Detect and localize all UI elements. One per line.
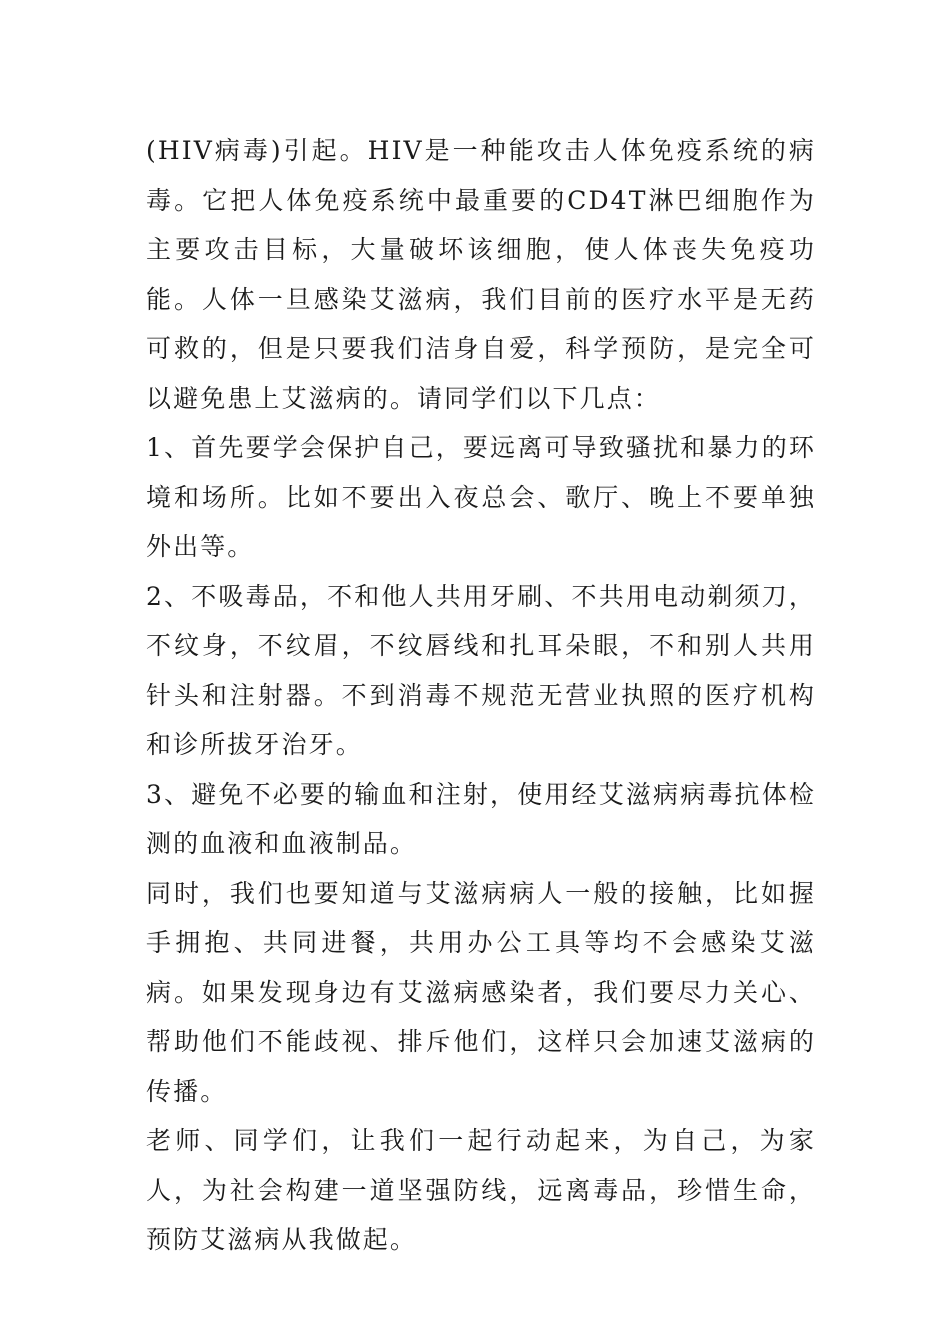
paragraph-closing: 老师、同学们，让我们一起行动起来，为自己，为家人，为社会构建一道坚强防线，远离毒品，珍惜生命，预防艾滋病从我做起。	[146, 1126, 816, 1254]
paragraph-contact: 同时，我们也要知道与艾滋病病人一般的接触，比如握手拥抱、共同进餐，共用办公工具等均不会感染艾滋病。如果发现身边有艾滋病感染者，我们要尽力关心、帮助他们不能歧视、排斥他们，这样只会加速艾滋病的传播。	[146, 878, 816, 1106]
paragraph-intro: (HIV病毒)引起。HIV是一种能攻击人体免疫系统的病毒。它把人体免疫系统中最重要的CD4T淋巴细胞作为主要攻击目标，大量破坏该细胞，使人体丧失免疫功能。人体一旦感染艾滋病，我们目前的医疗水平是无药可救的，但是只要我们洁身自爱，科学预防，是完全可以避免患上艾滋病的。请同学们以下几点：	[146, 136, 816, 413]
paragraph-point-2: 2、不吸毒品，不和他人共用牙刷、不共用电动剃须刀，不纹身，不纹眉，不纹唇线和扎耳朵眼，不和别人共用针头和注射器。不到消毒不规范无营业执照的医疗机构和诊所拔牙治牙。	[146, 581, 816, 759]
paragraph-point-3: 3、避免不必要的输血和注射，使用经艾滋病病毒抗体检测的血液和血液制品。	[146, 779, 816, 858]
document-body	[146, 126, 816, 1265]
paragraph-point-1: 1、首先要学会保护自己，要远离可导致骚扰和暴力的环境和场所。比如不要出入夜总会、歌厅、晚上不要单独外出等。	[146, 433, 816, 561]
